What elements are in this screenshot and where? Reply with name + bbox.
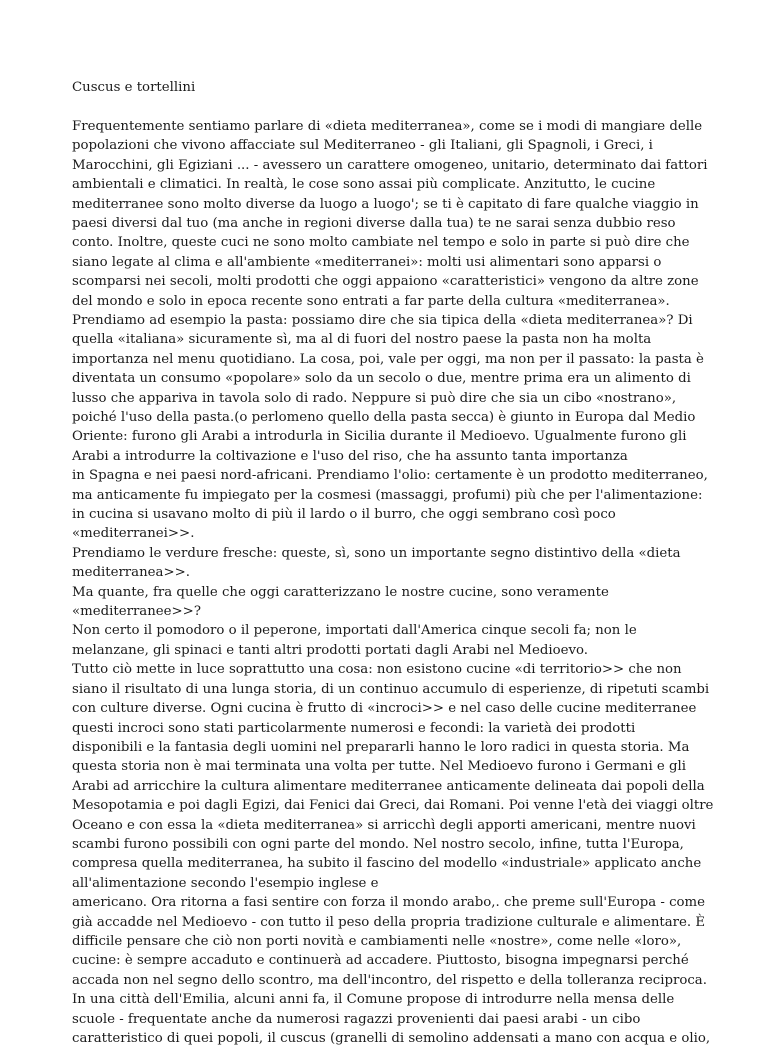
text-line: ambientali e climatici. In realtà, le cose sono assai più complicate. Anzitutto, le cucine bbox=[72, 177, 656, 193]
text-line: caratteristico di quei popoli, il cuscus (granelli di semolino addensati a mano con acqua e olio, bbox=[72, 1031, 711, 1046]
text-line: Non certo il pomodoro o il peperone, importati dall'America cinque secoli fa; non le bbox=[72, 623, 637, 639]
text-line: Mesopotamia e poi dagli Egizi, dai Fenici dai Greci, dai Romani. Poi venne l'età dei viaggi oltre bbox=[72, 798, 714, 814]
text-line: mediterranea>>. bbox=[72, 565, 190, 581]
text-line: Marocchini, gli Egiziani ... - avessero un carattere omogeneo, unitario, determinato dai fattori bbox=[72, 157, 708, 173]
text-line: scuole - frequentate anche da numerosi ragazzi provenienti dai paesi arabi - un cibo bbox=[72, 1011, 641, 1027]
text-line: difficile pensare che ciò non porti novità e cambiamenti nelle «nostre», come nelle «loro», bbox=[72, 933, 682, 949]
text-line: questa storia non è mai terminata una volta per tutte. Nel Medioevo furono i Germani e gli bbox=[72, 759, 687, 775]
text-line: Arabi ad arricchire la cultura alimentare mediterranee anticamente delineata dai popoli della bbox=[72, 778, 705, 794]
text-line: conto. Inoltre, queste cuci ne sono molto cambiate nel tempo e solo in parte si può dire che bbox=[72, 235, 690, 251]
text-line: melanzane, gli spinaci e tanti altri prodotti portati dagli Arabi nel Medioevo. bbox=[72, 642, 589, 658]
text-line: ma anticamente fu impiegato per la cosmesi (massaggi, profumi) più che per l'alimentazione: bbox=[72, 487, 703, 503]
text-line: Oceano e con essa la «dieta mediterranea» si arricchì degli apporti americani, mentre nuovi bbox=[72, 817, 696, 833]
text-line: Oriente: furono gli Arabi a introdurla in Sicilia durante il Medioevo. Ugualmente furono gli bbox=[72, 429, 687, 445]
text-line: «mediterranei>>. bbox=[72, 526, 195, 542]
text-line: lusso che appariva in tavola solo di rado. Neppure si può dire che sia un cibo «nostrano», bbox=[72, 390, 677, 406]
text-line: quella «italiana» sicuramente sì, ma al di fuori del nostro paese la pasta non ha molta bbox=[72, 332, 652, 348]
text-line: importanza nel menu quotidiano. La cosa, poi, vale per oggi, ma non per il passato: la pasta è bbox=[72, 351, 704, 367]
text-line: già accadde nel Medioevo - con tutto il peso della propria tradizione culturale e alimentare. È bbox=[72, 914, 706, 930]
text-line: mediterranee sono molto diverse da luogo a luogo'; se ti è capitato di fare qualche viaggio in bbox=[72, 196, 699, 212]
document-page bbox=[72, 78, 722, 1048]
text-line: con culture diverse. Ogni cucina è frutto di «incroci>> e nel caso delle cucine mediterranee bbox=[72, 701, 697, 717]
text-line: popolazioni che vivono affacciate sul Mediterraneo - gli Italiani, gli Spagnoli, i Greci, i bbox=[72, 138, 653, 154]
text-line: poiché l'uso della pasta.(o perlomeno quello della pasta secca) è giunto in Europa dal Medio bbox=[72, 410, 696, 425]
text-line: Ma quante, fra quelle che oggi caratterizzano le nostre cucine, sono veramente bbox=[72, 584, 609, 600]
text-line: siano il risultato di una lunga storia, di un continuo accumulo di esperienze, di ripetuti scambi bbox=[72, 681, 710, 697]
text-line: in cucina si usavano molto di più il lardo o il burro, che oggi sembrano così poco bbox=[72, 507, 616, 523]
text-line: scomparsi nei secoli, molti prodotti che oggi appaiono «caratteristici» vengono da altre zone bbox=[72, 274, 699, 290]
text-line: Prendiamo le verdure fresche: queste, sì, sono un importante segno distintivo della «dieta bbox=[72, 545, 681, 561]
text-line: Frequentemente sentiamo parlare di «dieta mediterranea», come se i modi di mangiare delle bbox=[72, 118, 703, 134]
text-line: Tutto ciò mette in luce soprattutto una cosa: non esistono cucine «di territorio>> che non bbox=[72, 662, 682, 678]
text-line: del mondo e solo in epoca recente sono entrati a far parte della cultura «mediterranea». bbox=[72, 293, 670, 309]
text-line: questi incroci sono stati particolarmente numerosi e fecondi: la varietà dei prodotti bbox=[72, 720, 636, 736]
text-line: disponibili e la fantasia degli uomini nel prepararli hanno le loro radici in questa storia. Ma bbox=[72, 739, 690, 755]
text-line: diventata un consumo «popolare» solo da un secolo o due, mentre prima era un alimento di bbox=[72, 371, 691, 387]
text-line: accada non nel segno dello scontro, ma dell'incontro, del rispetto e della tolleranza reciproca. bbox=[72, 972, 707, 988]
document-title: Cuscus e tortellini bbox=[72, 80, 196, 95]
text-line: Prendiamo ad esempio la pasta: possiamo dire che sia tipica della «dieta mediterranea»? Di bbox=[72, 312, 693, 328]
text-line: Arabi a introdurre la coltivazione e l'uso del riso, che ha assunto tanta importanza bbox=[72, 448, 628, 464]
text-line: cucine: è sempre accaduto e continuerà ad accadere. Piuttosto, bisogna impegnarsi perché bbox=[72, 953, 689, 969]
text-line: compresa quella mediterranea, ha subito il fascino del modello «industriale» applicato anche bbox=[72, 856, 702, 872]
text-line: siano legate al clima e all'ambiente «mediterranei»: molti usi alimentari sono apparsi o bbox=[72, 254, 662, 270]
text-line: in Spagna e nei paesi nord-africani. Prendiamo l'olio: certamente è un prodotto mediterraneo, bbox=[72, 468, 708, 484]
text-line: all'alimentazione secondo l'esempio inglese e bbox=[72, 875, 379, 891]
text-line: americano. Ora ritorna a fasi sentire con forza il mondo arabo,. che preme sull'Europa - come bbox=[72, 895, 706, 911]
text-line: scambi furono possibili con ogni parte del mondo. Nel nostro secolo, infine, tutta l'Europa, bbox=[72, 836, 684, 852]
text-line: In una città dell'Emilia, alcuni anni fa, il Comune propose di introdurre nella mensa delle bbox=[72, 992, 675, 1008]
document-body bbox=[72, 117, 722, 1048]
text-line: «mediterranee>>? bbox=[72, 604, 201, 620]
text-line: paesi diversi dal tuo (ma anche in regioni diverse dalla tua) te ne sarai senza dubbio reso bbox=[72, 215, 676, 231]
